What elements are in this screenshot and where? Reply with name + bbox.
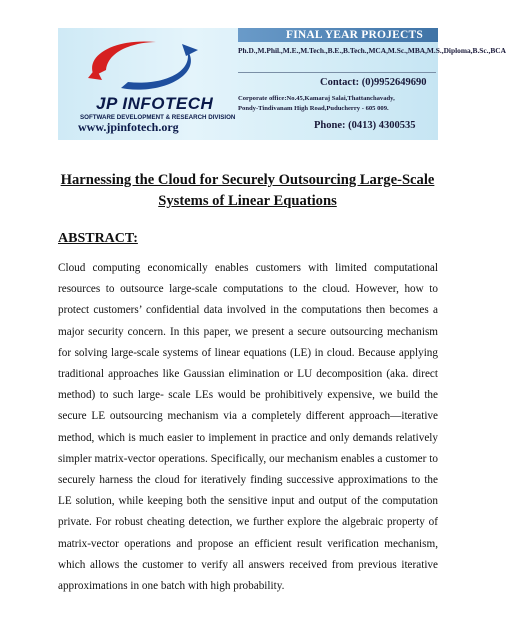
header-banner	[58, 28, 506, 140]
qualifications-list: Ph.D.,M.Phil.,M.E.,M.Tech.,B.E.,B.Tech.,MCA,M.Sc.,MBA,M.S.,Diploma,B.Sc.,BCA	[238, 46, 506, 55]
paper-title: Harnessing the Cloud for Securely Outsourcing Large-Scale Systems of Linear Equations	[60, 172, 435, 209]
abstract-text: Cloud computing economically enables customers with limited computational resources to outsource large-scale computations to the cloud. However, how to protect customers’ confidential data involved in the computations then becomes a major security concern. In this paper, we present a secure outsourcing mechanism for solving large-scale systems of linear equations (LE) in cloud. Because applying traditional approaches like Gaussian elimination or LU decomposition (aka. direct method) to such large- scale LEs would be prohibitively expensive, we build the secure LE outsourcing mechanism via a completely different approach—iterative method, which is much easier to implement in practice and only demands relatively simpler matrix-vector operations. Specifically, our mechanism enables a customer to securely harness the cloud for iteratively finding successive approximations to the LE solution, while keeping both the sensitive input and output of the computation private. For robust cheating detection, we further explore the algebraic property of matrix-vector operations and propose an efficient result verification mechanism, which allows the customer to verify all answers received from previous iterative approximations in one batch with high probability.	[58, 262, 438, 593]
phone-number: Phone: (0413) 4300535	[314, 120, 416, 131]
company-tagline: SOFTWARE DEVELOPMENT & RESEARCH DIVISION	[80, 114, 236, 121]
corporate-address	[238, 94, 438, 114]
address-line-2: Pondy-Tindivanam High Road,Puducherry - 605 009.	[238, 105, 389, 112]
company-logo	[66, 34, 236, 121]
abstract-heading: ABSTRACT:	[58, 231, 138, 246]
banner-title: FINAL YEAR PROJECTS	[286, 29, 423, 41]
company-name: JP INFOTECH	[96, 94, 214, 113]
banner-divider	[238, 72, 436, 73]
contact-number: Contact: (0)9952649690	[320, 77, 427, 88]
website-link[interactable]: www.jpinfotech.org	[78, 120, 179, 134]
address-line-1: Corporate office:No.45,Kamaraj Salai,Thattanchavady,	[238, 95, 395, 102]
